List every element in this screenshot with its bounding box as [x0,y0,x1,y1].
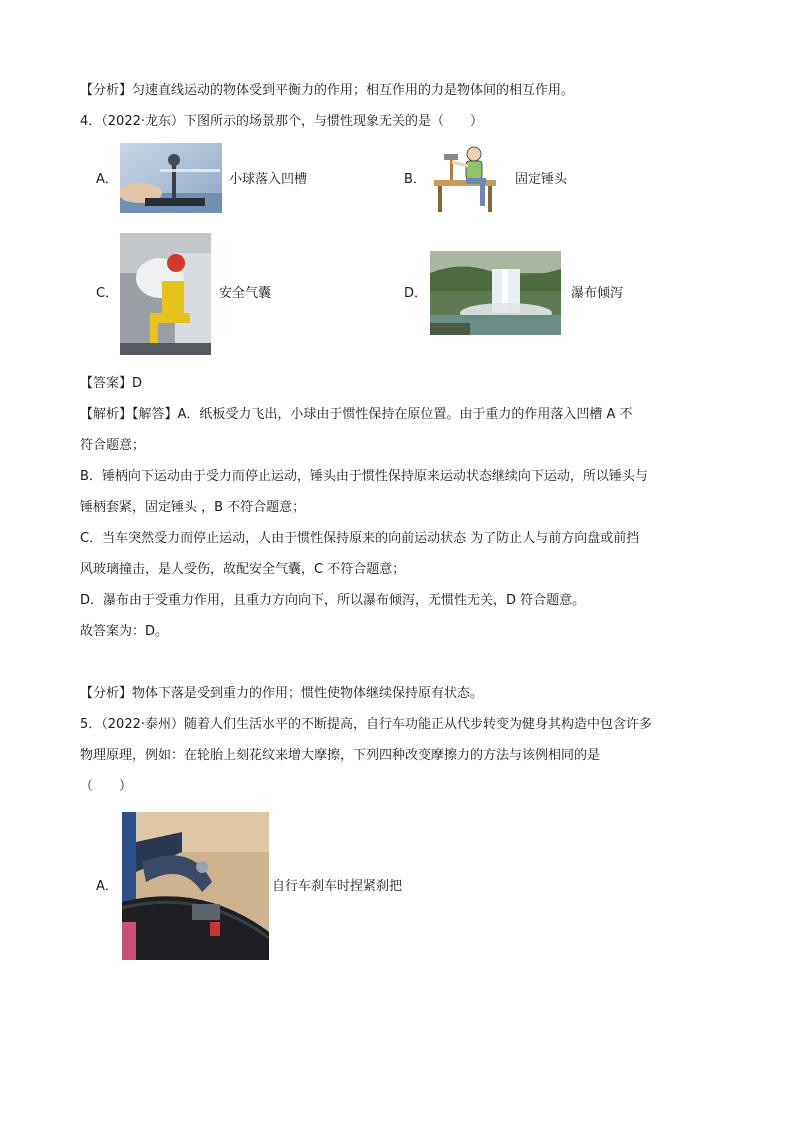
q4-explanation-line: B．锤柄向下运动由于受力而停止运动，锤头由于惯性保持原来运动状态继续向下运动，所以锤头与 [80,469,648,484]
q4-option-a-letter: A． [96,172,118,187]
q4-explanation-line: 符合题意； [80,438,146,453]
hammer-person-drawing [430,140,506,215]
q5-option-a-letter: A． [96,879,118,894]
q4-explanation-line: 风玻璃撞击，是人受伤，故配安全气囊，C 不符合题意； [80,562,406,577]
q5-option-a-caption: 自行车刹车时捏紧刹把 [272,879,403,894]
q4-answer: 【答案】D [80,376,143,391]
q4-stem: 4．（2022·龙东）下图所示的场景那个，与惯性现象无关的是（ ） [80,114,483,129]
q4-option-a-caption: 小球落入凹槽 [229,172,308,187]
q4-explanation-line: 故答案为：D。 [80,624,169,639]
q4-option-d-letter: D． [404,286,428,301]
q4-option-d-caption: 瀑布倾泻 [571,286,624,301]
q4-option-b-letter: B． [404,172,426,187]
q4-analysis: 【分析】物体下落是受到重力的作用；惯性使物体继续保持原有状态。 [80,686,484,701]
q5-stem-line: 物理原理，例如：在轮胎上刻花纹来增大摩擦，下列四种改变摩擦力的方法与该例相同的是 [80,748,601,763]
airbag-crash-photo [120,233,211,355]
q5-stem-line: 5．（2022·泰州）随着人们生活水平的不断提高，自行车功能正从代步转变为健身其构造中包含许多 [80,717,652,732]
q4-option-c-caption: 安全气囊 [219,286,272,301]
q4-explanation-line: 【解析】【解答】A．纸板受力飞出，小球由于惯性保持在原位置。由于重力的作用落入凹槽 A 不 [80,407,633,422]
q4-explanation-line: D．瀑布由于受重力作用，且重力方向向下，所以瀑布倾泻，无惯性无关，D 符合题意。 [80,593,586,608]
q4-explanation-line: 锤柄套紧，固定锤头 ，B 不符合题意； [80,500,306,515]
q4-option-b-caption: 固定锤头 [515,172,568,187]
waterfall-photo [430,251,561,335]
q3-analysis: 【分析】匀速直线运动的物体受到平衡力的作用；相互作用的力是物体间的相互作用。 [80,83,575,98]
bicycle-brake-photo [122,812,269,960]
ball-apparatus-photo [120,143,222,213]
q4-explanation-line: C．当车突然受力而停止运动，人由于惯性保持原来的向前运动状态 为了防止人与前方向盘或前挡 [80,531,640,546]
q5-stem-line: （ ） [80,779,133,794]
q4-option-c-letter: C． [96,286,119,301]
